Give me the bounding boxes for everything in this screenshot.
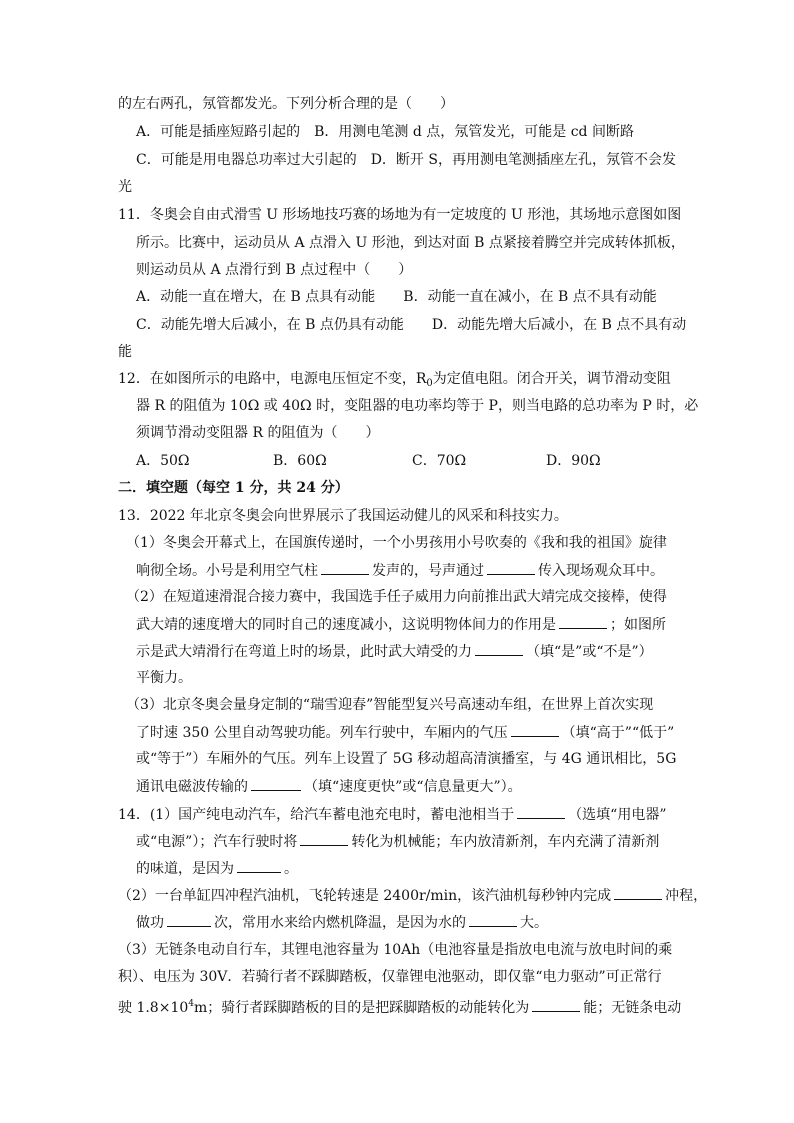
q11-stem-line1: 11．冬奥会自由式滑雪 U 形场地技巧赛的场地为有一定坡度的 U 形池，其场地示意图如图 [118, 207, 682, 223]
q13-part2-line3 [136, 641, 653, 662]
q11-stem-line2: 所示。比赛中，运动员从 A 点滑入 U 形池，到达对面 B 点紧接着腾空并完成转体抓板， [136, 235, 685, 251]
q12-stem-line1-b: 为定值电阻。闭合开关，调节滑动变阻 [432, 371, 671, 387]
text-segment: （填“速度更快”或“信息量更大”）。 [304, 779, 522, 795]
q12-option-b: B．60Ω [273, 453, 327, 469]
q11-options-cd: C．动能先增大后减小，在 B 点仍具有动能 D．动能先增大后减小，在 B 点不具有动 [136, 317, 687, 333]
q11-stem-line3: 则运动员从 A 点滑行到 B 点过程中（ ） [136, 262, 413, 278]
answer-blank[interactable] [559, 614, 607, 629]
q12-option-a: A．50Ω [136, 453, 190, 469]
answer-blank[interactable] [511, 722, 559, 737]
text-segment: 做功 [136, 915, 164, 931]
q13-intro: 13．2022 年北京冬奥会向世界展示了我国运动健儿的风采和科技实力。 [118, 508, 568, 524]
text-segment: 次，常用水来给内燃机降温，是因为水的 [214, 915, 466, 931]
text-segment: 了时速 350 公里自动驾驶功能。列车行驶中，车厢内的气压 [136, 725, 508, 741]
text-segment: 响彻全场。小号是利用空气柱 [136, 563, 318, 579]
q10-options-cd-wrap: 光 [118, 179, 132, 195]
q14-part1-line1 [118, 804, 667, 825]
section-title-fill-in: 二．填空题（每空 1 分，共 24 分） [118, 480, 349, 496]
answer-blank[interactable] [469, 912, 517, 927]
text-segment: 大。 [520, 915, 548, 931]
q11-options-cd-wrap: 能 [118, 344, 132, 360]
q14-part1-line2 [136, 831, 659, 852]
q13-part3-line3: 或“等于”）车厢外的气压。列车上设置了 5G 移动超高清演播室，与 4G 通讯相比，5G [136, 751, 677, 767]
answer-blank[interactable] [251, 776, 301, 791]
answer-blank[interactable] [321, 560, 369, 575]
answer-blank[interactable] [487, 560, 535, 575]
q13-part2-line2 [136, 614, 666, 635]
q12-stem-line1 [118, 369, 671, 394]
q12-stem-line3: 须调节滑动变阻器 R 的阻值为（ ） [136, 425, 380, 441]
text-segment: 的味道，是因为 [136, 861, 234, 877]
text-segment: 武大靖的速度增大的同时自己的速度减小，这说明物体间力的作用是 [136, 617, 556, 633]
q12-option-d: D．90Ω [546, 453, 601, 469]
answer-blank[interactable] [614, 885, 662, 900]
q10-options-cd: C．可能是用电器总功率过大引起的 D．断开 S，再用测电笔测插座左孔，氖管不会发 [136, 152, 676, 168]
q13-part2-line1: （2）在短道速滑混合接力赛中，我国选手任子威用力向前推出武大靖完成交接棒，使得 [126, 589, 667, 605]
q13-part1-line1: （1）冬奥会开幕式上，在国旗传递时，一个小男孩用小号吹奏的《我和我的祖国》旋律 [126, 535, 667, 551]
text-segment: m；骑行者踩脚踏板的目的是把踩脚踏板的动能转化为 [194, 1000, 530, 1016]
text-segment: 示是武大靖滑行在弯道上时的场景，此时武大靖受的力 [136, 644, 472, 660]
q14-part3-line2: 积）、电压为 30V．若骑行者不踩脚踏板，仅靠锂电池驱动，即仅靠“电力驱动”可正常行 [118, 969, 662, 985]
text-segment: （2）一台单缸四冲程汽油机，飞轮转速是 2400r/min，该汽油机每秒钟内完成 [118, 888, 612, 904]
text-segment: ；如图所 [610, 617, 666, 633]
text-segment: 能；无链条电动 [583, 1000, 682, 1016]
text-segment: 14．(1）国产纯电动汽车，给汽车蓄电池充电时，蓄电池相当于 [118, 807, 515, 823]
q10-stem-tail: 的左右两孔，氖管都发光。下列分析合理的是（ ） [118, 96, 454, 112]
q13-part3-line4 [136, 776, 522, 797]
q13-part1-line2 [136, 560, 664, 581]
q12-stem-line1-a: 12．在如图所示的电路中，电源电压恒定不变，R [118, 371, 427, 387]
q12-stem-line2: 器 R 的阻值为 10Ω 或 40Ω 时，变阻器的电功率均等于 P，则当电路的总功率为 P 时，必 [136, 398, 699, 414]
q13-part2-line4: 平衡力。 [136, 670, 192, 686]
answer-blank[interactable] [475, 641, 523, 656]
exponent: 4 [188, 999, 194, 1009]
answer-blank[interactable] [532, 997, 580, 1012]
text-segment: 驶 1.8×10 [118, 1000, 189, 1016]
q14-part3-line3 [118, 994, 681, 1018]
q10-options-ab: A．可能是插座短路引起的 B．用测电笔测 d 点，氖管发光，可能是 cd 间断路 [136, 124, 634, 140]
r0-subscript: 0 [426, 378, 433, 389]
q12-option-c: C．70Ω [412, 453, 467, 469]
text-segment: 发声的，号声通过 [372, 563, 484, 579]
q14-part2-line2 [136, 912, 548, 933]
q13-part3-line2 [136, 722, 674, 743]
text-segment: 传入现场观众耳中。 [538, 563, 664, 579]
text-segment: （选填“用电器” [568, 807, 667, 823]
q14-part1-line3 [136, 858, 298, 879]
q11-options-ab: A．动能一直在增大，在 B 点具有动能 B．动能一直在减小，在 B 点不具有动能 [136, 289, 657, 305]
answer-blank[interactable] [167, 912, 211, 927]
q14-part2-line1 [118, 885, 707, 906]
q13-part3-line1: （3）北京冬奥会量身定制的“瑞雪迎春”智能型复兴号高速动车组，在世界上首次实现 [126, 697, 654, 713]
text-segment: 转化为机械能；车内放清新剂，车内充满了清新剂 [351, 834, 660, 850]
text-segment: 或“电源”）；汽车行驶时将 [136, 834, 298, 850]
text-segment: 。 [284, 861, 298, 877]
answer-blank[interactable] [517, 804, 565, 819]
answer-blank[interactable] [300, 831, 348, 846]
answer-blank[interactable] [237, 858, 281, 873]
q14-part3-line1: （3）无链条电动自行车，其锂电池容量为 10Ah（电池容量是指放电电流与放电时间的乘 [118, 942, 673, 958]
text-segment: （填“是”或“不是”） [526, 644, 653, 660]
text-segment: 冲程， [665, 888, 708, 904]
text-segment: （填“高于”“低于” [561, 725, 675, 741]
text-segment: 通讯电磁波传输的 [136, 779, 248, 795]
